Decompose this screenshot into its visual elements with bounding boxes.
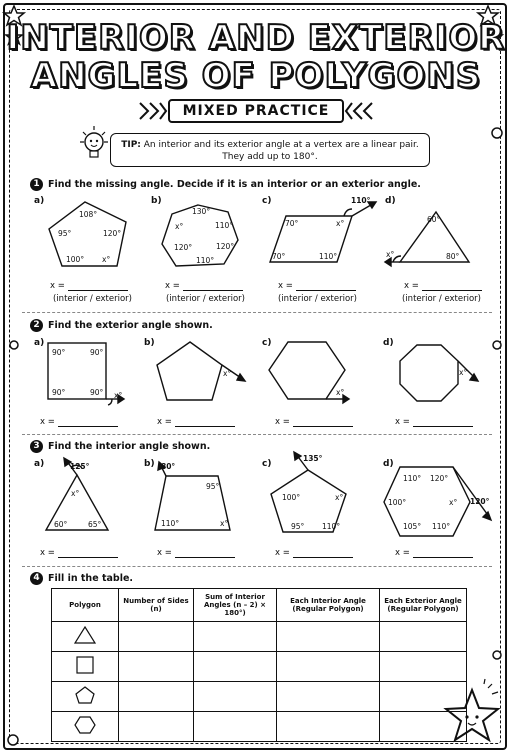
tip-text: An interior and its exterior angle at a vertex are a linear pair. They add up to 180°.	[143, 140, 419, 162]
angle-label: 110°	[403, 474, 422, 483]
table-cell-input[interactable]	[119, 622, 194, 652]
angle-label: x°	[449, 498, 458, 507]
answer-field[interactable]: x =	[50, 281, 128, 291]
section-1-title: Find the missing angle. Decide if it is an interior or an exterior angle.	[48, 179, 421, 190]
angle-label: 135°	[303, 454, 323, 463]
polygon-cell	[52, 652, 119, 682]
angle-label: x°	[102, 255, 111, 264]
answer-field[interactable]: x =	[157, 417, 235, 427]
item-1b-label: b)	[151, 196, 162, 206]
angle-label: 110°	[322, 522, 341, 531]
table-cell-input[interactable]	[277, 682, 380, 712]
table-cell-input[interactable]	[119, 712, 194, 742]
angle-label: x°	[386, 250, 395, 259]
table-cell-input[interactable]	[194, 652, 277, 682]
choice-text: (interior / exterior)	[402, 294, 481, 304]
subtitle: MIXED PRACTICE	[168, 99, 344, 123]
angle-label: 120°	[430, 474, 449, 483]
answer-field[interactable]: x =	[165, 281, 243, 291]
angle-label: x°	[335, 493, 344, 502]
section-3-title: Find the interior angle shown.	[48, 441, 211, 452]
angle-label: 110°	[196, 256, 215, 265]
angle-label: x°	[114, 391, 123, 400]
answer-field[interactable]: x =	[395, 417, 473, 427]
table-row	[52, 682, 467, 712]
angle-label: 60°	[427, 215, 441, 224]
angle-label: x°	[220, 519, 229, 528]
section-2-title: Find the exterior angle shown.	[48, 320, 213, 331]
angle-label: x°	[336, 388, 345, 397]
angle-label: x°	[459, 368, 468, 377]
divider	[22, 566, 492, 567]
angle-label: 110°	[319, 252, 338, 261]
angle-label: 90°	[90, 388, 104, 397]
item-3c-label: c)	[262, 459, 272, 469]
answer-field[interactable]: x =	[40, 417, 118, 427]
polygon-table	[51, 588, 467, 742]
polygon-cell	[52, 682, 119, 712]
table-cell-input[interactable]	[119, 652, 194, 682]
answer-field[interactable]: x =	[157, 548, 235, 558]
table-cell-input[interactable]	[380, 622, 467, 652]
table-cell-input[interactable]	[277, 652, 380, 682]
item-1c-label: c)	[262, 196, 272, 206]
tip-label: TIP:	[121, 140, 141, 150]
section-3-number: 3	[30, 440, 43, 453]
answer-field[interactable]: x =	[275, 417, 353, 427]
table-cell-input[interactable]	[194, 622, 277, 652]
angle-label: x°	[336, 219, 345, 228]
answer-field[interactable]: x =	[395, 548, 473, 558]
table-header: Number of Sides (n)	[119, 589, 194, 622]
angle-label: 130°	[192, 207, 211, 216]
pentagon-icon	[73, 685, 97, 705]
angle-label: 90°	[52, 388, 66, 397]
angle-label: 120°	[470, 497, 490, 506]
page-title-line-2: ANGLES OF POLYGONS	[30, 56, 482, 96]
table-row	[52, 622, 467, 652]
section-2-number: 2	[30, 319, 43, 332]
table-cell-input[interactable]	[194, 712, 277, 742]
table-header: Sum of Interior Angles (n – 2) × 180°)	[194, 589, 277, 622]
hexagon-icon	[73, 715, 97, 735]
item-3a-label: a)	[34, 459, 45, 469]
table-header: Polygon	[52, 589, 119, 622]
table-cell-input[interactable]	[277, 712, 380, 742]
item-2c-label: c)	[262, 338, 272, 348]
angle-label: x°	[71, 489, 80, 498]
angle-label: 80°	[161, 462, 176, 471]
table-row	[52, 712, 467, 742]
angle-label: 90°	[52, 348, 66, 357]
angle-label: 110°	[161, 519, 180, 528]
answer-field[interactable]: x =	[40, 548, 118, 558]
item-3b-label: b)	[144, 459, 155, 469]
polygon-cell	[52, 622, 119, 652]
table-header: Each Exterior Angle (Regular Polygon)	[380, 589, 467, 622]
table-cell-input[interactable]	[119, 682, 194, 712]
polygon-cell	[52, 712, 119, 742]
angle-label: 125°	[70, 462, 90, 471]
table-cell-input[interactable]	[380, 652, 467, 682]
choice-text: (interior / exterior)	[53, 294, 132, 304]
angle-label: 70°	[272, 252, 286, 261]
angle-label: 120°	[103, 229, 122, 238]
choice-text: (interior / exterior)	[278, 294, 357, 304]
angle-label: 95°	[58, 229, 72, 238]
angle-label: x°	[175, 222, 184, 231]
section-4-title: Fill in the table.	[48, 573, 134, 584]
angle-label: 110°	[215, 221, 234, 230]
angle-label: x°	[223, 369, 232, 378]
section-1-number: 1	[30, 178, 43, 191]
item-2a-label: a)	[34, 338, 45, 348]
angle-label: 100°	[388, 498, 407, 507]
table-header: Each Interior Angle (Regular Polygon)	[277, 589, 380, 622]
page-title-line-1: INTERIOR AND EXTERIOR	[6, 18, 506, 58]
item-2b-label: b)	[144, 338, 155, 348]
angle-label: 110°	[351, 196, 371, 205]
table-cell-input[interactable]	[380, 712, 467, 742]
item-3d-label: d)	[383, 459, 394, 469]
table-cell-input[interactable]	[277, 622, 380, 652]
angle-label: 65°	[88, 520, 102, 529]
table-row	[52, 652, 467, 682]
table-cell-input[interactable]	[194, 682, 277, 712]
triangle-icon	[73, 625, 97, 645]
angle-label: 90°	[90, 348, 104, 357]
table-cell-input[interactable]	[380, 682, 467, 712]
angle-label: 70°	[285, 219, 299, 228]
item-1d-label: d)	[385, 196, 396, 206]
square-icon	[73, 655, 97, 675]
table-header-row	[52, 589, 467, 622]
angle-label: 100°	[282, 493, 301, 502]
angle-label: 80°	[446, 252, 460, 261]
angle-label: 100°	[66, 255, 85, 264]
angle-label: 60°	[54, 520, 68, 529]
answer-field[interactable]: x =	[278, 281, 356, 291]
answer-field[interactable]: x =	[275, 548, 353, 558]
angle-label: 120°	[216, 242, 235, 251]
angle-label: 105°	[403, 522, 422, 531]
choice-text: (interior / exterior)	[166, 294, 245, 304]
section-4-number: 4	[30, 572, 43, 585]
item-1a-label: a)	[34, 196, 45, 206]
angle-label: 108°	[79, 210, 98, 219]
item-2d-label: d)	[383, 338, 394, 348]
answer-field[interactable]: x =	[404, 281, 482, 291]
angle-label: 95°	[206, 482, 220, 491]
angle-label: 110°	[432, 522, 451, 531]
angle-label: 120°	[174, 243, 193, 252]
angle-label: 95°	[291, 522, 305, 531]
